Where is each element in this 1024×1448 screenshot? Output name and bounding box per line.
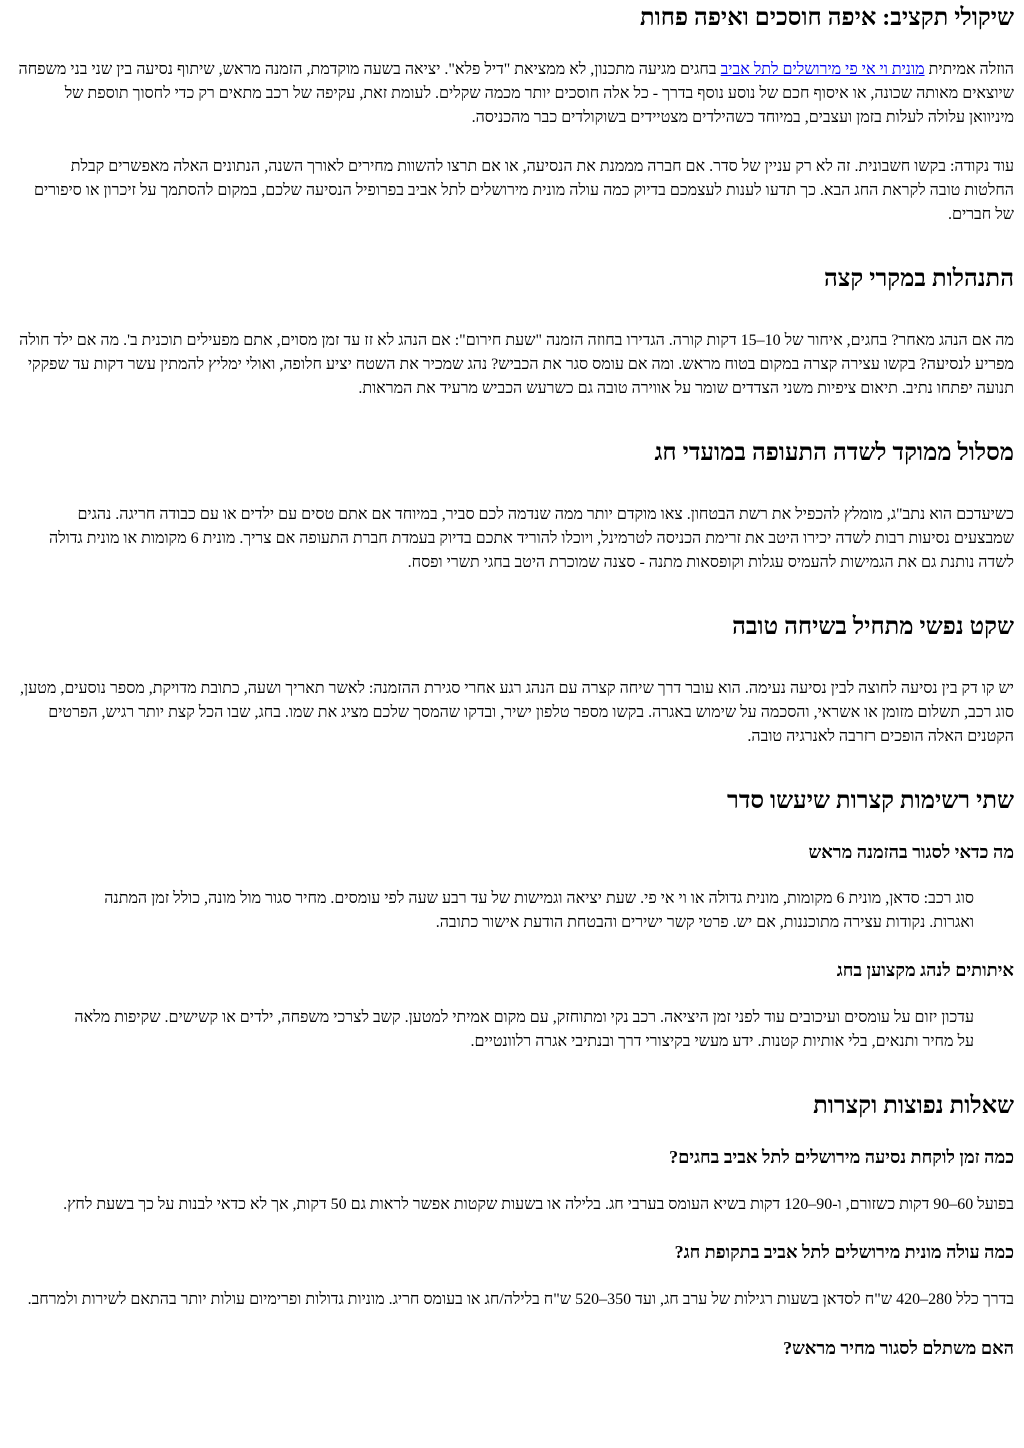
section-title-lists: שתי רשימות קצרות שיעשו סדר (727, 788, 1014, 814)
subsection-title-book-ahead: מה כדאי לסגור בהזמנה מראש (808, 842, 1014, 862)
paragraph-peace-of-mind: יש קו דק בין נסיעה לחוצה לבין נסיעה נעימה. הוא עובר דרך שיחה קצרה עם הנהג רגע אחרי סגירת ההזמנה: לאשר תאריך ושעה, כתובת מדויקת, מספר נוסעים, מטען, סוג רכב, תשלום מזומן או אשראי, והסכמה על שימוש באגרה. בקשו מספר טלפון ישיר, ובדקו שהמסך שלכם מציג את שמו. בחג, שבו הכל קצת יותר רגיש, הפרטים הקטנים האלה הופכים רזרבה לאנרגיה טובה. (20, 680, 1014, 745)
section-title-budget: שיקולי תקציב: איפה חוסכים ואיפה פחות (640, 5, 1014, 31)
vip-taxi-link[interactable]: מונית וי אי פי מירושלים לתל אביב (720, 61, 925, 78)
section-title-edge-cases: התנהלות במקרי קצה (824, 266, 1014, 292)
faq-question-fixed-price: האם משתלם לסגור מחיר מראש? (783, 1338, 1014, 1358)
faq-question-duration: כמה זמן לוקחת נסיעה מירושלים לתל אביב בחגים? (669, 1147, 1014, 1167)
faq-answer-price: בדרך כלל 280–420 ש"ח לסדאן בשעות רגילות של ערב חג, ועד 350–520 ש"ח בלילה/חג או בעומס חריג. מוניות גדולות ופרימיום עולות יותר בהתאם לשירות ולמרחב. (27, 1291, 1014, 1308)
faq-answer-duration: בפועל 60–90 דקות כשזורם, ו-90–120 דקות בשיא העומס בערבי חג. בלילה או בשעות שקטות אפשר לראות גם 50 דקות, אך לא כדאי לבנות על כך בשעת לחץ. (63, 1196, 1014, 1213)
section-title-faq: שאלות נפוצות וקצרות (813, 1093, 1014, 1119)
blockquote-pro-driver: עדכון יזום על עומסים ועיכובים עוד לפני זמן היציאה. רכב נקי ומתוחזק, עם מקום אמיתי למטען. קשב לצרכי משפחה, ילדים או קשישים. שקיפות מלאה על מחיר ותנאים, בלי אותיות קטנות. ידע מעשי בקיצורי דרך ובנתיבי אגרה רלוונטיים. (74, 1009, 974, 1050)
paragraph-budget-invoice: עוד נקודה: בקשו חשבונית. זה לא רק עניין של סדר. אם חברה מממנת את הנסיעה, או אם תרצו להשוות מחירים לאורך השנה, הנתונים האלה מאפשרים קבלת החלטות טובה לקראת החג הבא. כך תדעו לענות לעצמכם בדיוק כמה עולה מונית מירושלים לתל אביב בפרופיל הנסיעה שלכם, במקום להסתמך על זיכרון או סיפורים של חברים. (33, 158, 1014, 223)
section-title-airport: מסלול ממוקד לשדה התעופה במועדי חג (654, 440, 1014, 466)
paragraph-text: בחגים מגיעה מתכנון, לא ממציאת "דיל פלא". יציאה בשעה מוקדמת, הזמנה מראש, שיתוף נסיעה בין שני בני משפחה שיוצאים מאותה שכונה, או איסוף חכם של נוסע נוסף בדרך - כל אלה חוסכים יותר מכמה שקלים. לעומת זאת, עקיפה של רכב מתאים רק כדי לחסוך תוספת של מיניוואן עלולה לעלות בזמן ועצבים, במיוחד כשהילדים מצטיידים בשוקולדים כבר מהכניסה. (18, 61, 1014, 126)
faq-question-price: כמה עולה מונית מירושלים לתל אביב בתקופת חג? (674, 1242, 1014, 1262)
blockquote-book-ahead: סוג רכב: סדאן, מונית 6 מקומות, מונית גדולה או וי אי פי. שעת יציאה וגמישות של עד רבע שעה לפי עומסים. מחיר סגור מול מונה, כולל זמן המתנה ואגרות. נקודות עצירה מתוכננות, אם יש. פרטי קשר ישירים והבטחת הודעת אישור כתובה. (104, 890, 974, 931)
section-title-peace-of-mind: שקט נפשי מתחיל בשיחה טובה (732, 614, 1014, 640)
paragraph-budget-intro (18, 58, 1014, 130)
paragraph-edge-cases: מה אם הנהג מאחר? בחגים, איחור של 10–15 דקות קורה. הגדירו בחוזה הזמנה "שעת חירום": אם הנהג לא זז עד זמן מסוים, אתם מפעילים תוכנית ב'. מה אם ילד חולה מפריע לנסיעה? בקשו עצירה קצרה במקום בטוח מראש. ומה אם עומס סגר את הכביש? נהג שמכיר את השטח יציע חלופה, ואולי ימליץ להמתין עשר דקות עד שפקקי תנועה יפתחו נתיב. תיאום ציפיות משני הצדדים שומר על אווירה טובה גם כשרעש הכביש מרעיד את המראות. (19, 332, 1014, 397)
paragraph-text: הוזלה אמיתית (924, 61, 1014, 78)
paragraph-airport: כשיעדכם הוא נתב"ג, מומלץ להכפיל את רשת הבטחון. צאו מוקדם יותר ממה שנדמה לכם סביר, במיוחד אם אתם טסים עם ילדים או עם כבודה חריגה. נהגים שמבצעים נסיעות רבות לשדה יכירו היטב את זרימת הכניסה לטרמינל, ויוכלו להוריד אתכם בדיוק בעמדת חברת התעופה אם צריך. מונית 6 מקומות או מונית גדולה לשדה נותנת גם את הגמישות להעמיס עגלות וקופסאות מתנה - סצנה שמוכרת היטב בחגי תשרי ופסח. (48, 506, 1014, 571)
subsection-title-pro-driver: איתותים לנהג מקצוען בחג (836, 960, 1014, 980)
